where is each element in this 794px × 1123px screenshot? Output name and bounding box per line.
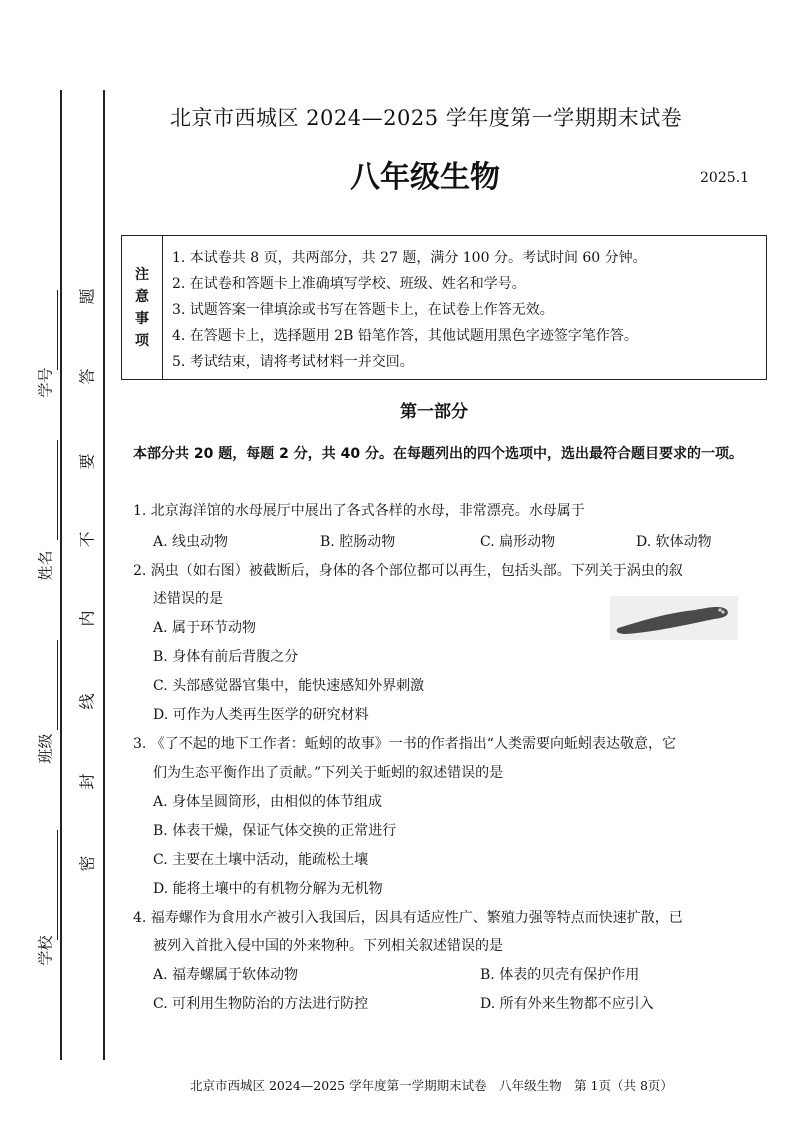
notice-label-char: 项 <box>135 332 149 349</box>
field-label-class: 班级 <box>36 733 55 764</box>
question-3-option-a: A. 身体呈圆筒形，由相似的体节组成 <box>153 794 383 810</box>
field-line-student-id <box>57 290 58 370</box>
question-3-option-c: C. 主要在土壤中活动，能疏松土壤 <box>153 852 369 868</box>
field-line-class <box>57 640 58 730</box>
margin-line-right <box>103 90 105 1060</box>
question-4-stem-cont: 被列入首批入侵中国的外来物种。下列相关叙述错误的是 <box>153 938 503 954</box>
question-1-option-b: B. 腔肠动物 <box>320 534 396 550</box>
field-label-name: 姓名 <box>36 550 55 581</box>
question-4-stem: 4. 福寿螺作为食用水产被引入我国后，因具有适应性广、繁殖力强等特点而快速扩散，已 <box>133 910 683 926</box>
seal-char: 密 <box>77 855 97 872</box>
flatworm-image <box>610 596 738 640</box>
notice-item: 3. 试题答案一律填涂或书写在答题卡上，在试卷上作答无效。 <box>172 302 554 318</box>
question-1-stem: 1. 北京海洋馆的水母展厅中展出了各式各样的水母，非常漂亮。水母属于 <box>133 503 585 519</box>
seal-char: 不 <box>77 531 97 548</box>
part-intro: 本部分共 20 题，每题 2 分，共 40 分。在每题列出的四个选项中，选出最符合题目要求的一项。 <box>133 446 743 462</box>
seal-char: 要 <box>77 453 97 470</box>
question-2-option-b: B. 身体有前后背腹之分 <box>153 649 299 665</box>
question-4-option-b: B. 体表的贝壳有保护作用 <box>480 967 640 983</box>
question-2-option-a: A. 属于环节动物 <box>153 620 257 636</box>
subject-title: 八年级生物 <box>350 160 500 195</box>
question-3-option-b: B. 体表干燥，保证气体交换的正常进行 <box>153 823 397 839</box>
exam-date: 2025.1 <box>700 170 749 186</box>
question-2-stem: 2. 涡虫（如右图）被截断后，身体的各个部位都可以再生，包括头部。下列关于涡虫的叙 <box>133 563 683 579</box>
notice-label <box>122 236 163 379</box>
seal-char: 内 <box>77 610 97 627</box>
question-1-option-d: D. 软体动物 <box>636 534 712 550</box>
question-4-option-c: C. 可利用生物防治的方法进行防控 <box>153 996 369 1012</box>
page-footer: 北京市西城区 2024—2025 学年度第一学期期末试卷 八年级生物 第 1页（共 8页） <box>190 1078 673 1093</box>
question-2-stem-cont: 述错误的是 <box>153 591 223 607</box>
question-1-option-a: A. 线虫动物 <box>153 534 229 550</box>
question-1-option-c: C. 扁形动物 <box>480 534 556 550</box>
question-4-option-a: A. 福寿螺属于软体动物 <box>153 967 299 983</box>
margin-line-left <box>60 90 62 1060</box>
exam-title: 北京市西城区 2024—2025 学年度第一学期期末试卷 <box>170 106 683 130</box>
question-3-stem: 3. 《了不起的地下工作者：蚯蚓的故事》一书的作者指出“人类需要向蚯蚓表达敬意，它 <box>133 736 676 752</box>
notice-item: 5. 考试结束，请将考试材料一并交回。 <box>172 354 414 370</box>
notice-label-char: 事 <box>135 310 149 327</box>
question-3-option-d: D. 能将土壤中的有机物分解为无机物 <box>153 881 383 897</box>
notice-box <box>121 235 767 380</box>
notice-label-char: 意 <box>135 288 149 305</box>
notice-item: 4. 在答题卡上，选择题用 2B 铅笔作答，其他试题用黑色字迹签字笔作答。 <box>172 328 638 344</box>
seal-char: 题 <box>77 288 97 305</box>
part-heading: 第一部分 <box>400 402 468 422</box>
field-label-school: 学校 <box>36 935 55 966</box>
seal-char: 答 <box>77 368 97 385</box>
question-2-option-c: C. 头部感觉器官集中，能快速感知外界刺激 <box>153 678 425 694</box>
notice-item: 2. 在试卷和答题卡上准确填写学校、班级、姓名和学号。 <box>172 276 526 292</box>
question-3-stem-cont: 们为生态平衡作出了贡献。”下列关于蚯蚓的叙述错误的是 <box>153 765 504 781</box>
seal-char: 线 <box>77 693 97 710</box>
question-4-option-d: D. 所有外来生物都不应引入 <box>480 996 654 1012</box>
notice-item: 1. 本试卷共 8 页，共两部分，共 27 题，满分 100 分。考试时间 60 分钟。 <box>172 250 647 266</box>
seal-char: 封 <box>77 773 97 790</box>
field-label-student-id: 学号 <box>36 367 55 398</box>
notice-label-char: 注 <box>135 266 149 283</box>
field-line-name <box>57 440 58 540</box>
question-2-option-d: D. 可作为人类再生医学的研究材料 <box>153 707 369 723</box>
field-line-school <box>57 830 58 940</box>
